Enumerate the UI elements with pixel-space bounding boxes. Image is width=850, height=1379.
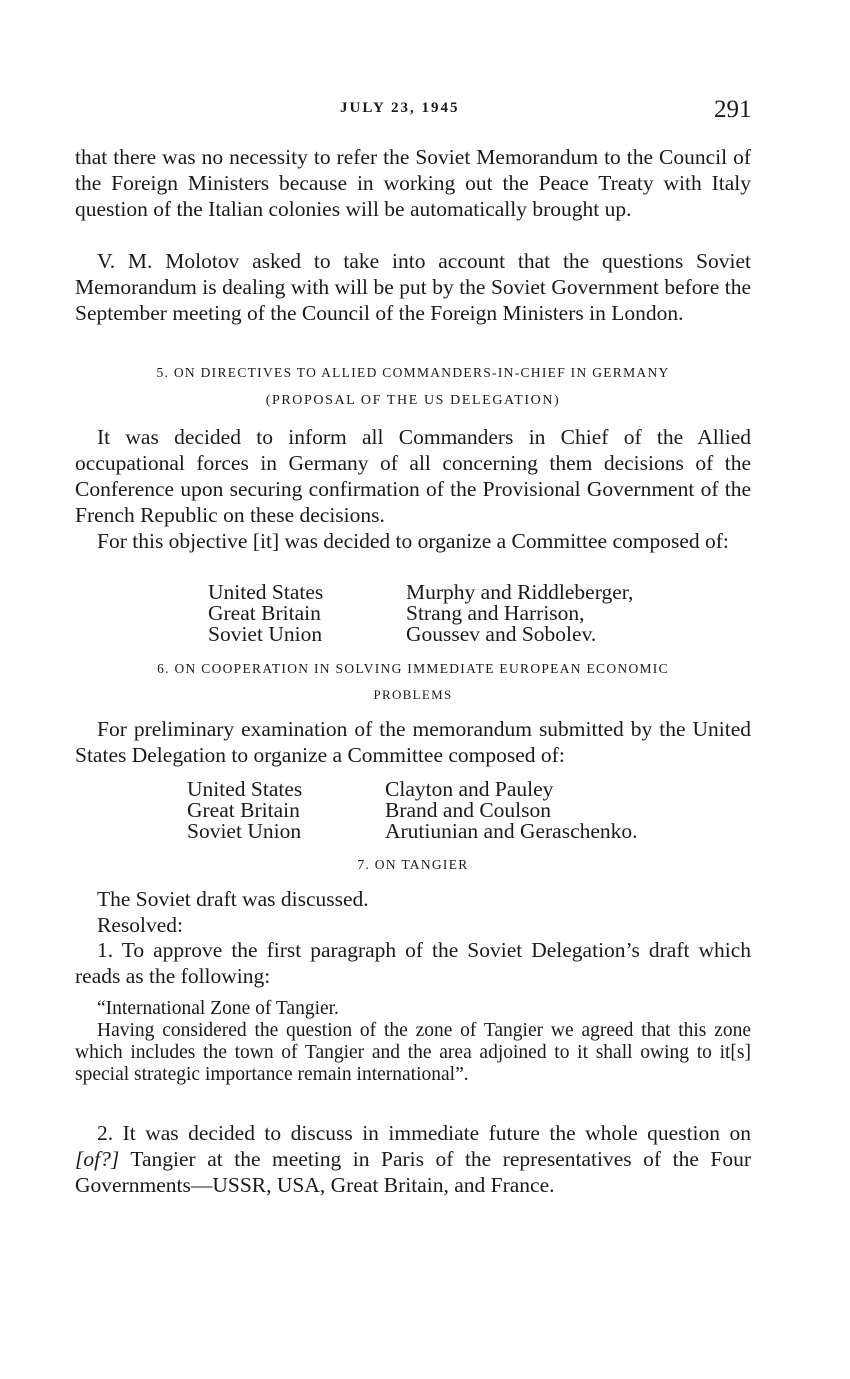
committee-members: Clayton and Pauley xyxy=(385,777,554,801)
table-row xyxy=(187,779,638,800)
section-5-paragraph-1: It was decided to inform all Commanders in Chief of the Allied occupational forces in Germany of all concerning them decisions of the Conference upon securing confirmation of the Provisional Government of the French Republic on these decisions. xyxy=(75,425,751,527)
section-5-subheading: (PROPOSAL OF THE US DELEGATION) xyxy=(265,393,561,408)
table-row xyxy=(208,603,633,624)
section-6-paragraph-1: For preliminary examination of the memorandum submitted by the United States Delegation to organize a Committee composed of: xyxy=(75,717,751,767)
paragraph-continuation: that there was no necessity to refer the Soviet Memorandum to the Council of the Foreign Ministers because in working out the Peace Treaty with Italy question of the Italian colonies will be automatically brought up. xyxy=(75,145,751,221)
section-6-committee-table xyxy=(187,779,638,842)
table-row xyxy=(187,800,638,821)
section-7-paragraph-2: Resolved: xyxy=(97,913,183,937)
committee-country: Soviet Union xyxy=(187,819,302,843)
quoted-title: “International Zone of Tangier. xyxy=(97,998,339,1019)
paragraph-text: Tangier at the meeting in Paris of the representatives of the Four Governments—USSR, USA, Great Britain, and France. xyxy=(75,1147,751,1197)
section-7-paragraph-1: The Soviet draft was discussed. xyxy=(97,887,369,911)
table-row xyxy=(187,821,638,842)
running-head xyxy=(0,96,850,126)
section-6-heading-line-2: PROBLEMS xyxy=(373,687,453,702)
committee-members: Murphy and Riddleberger, xyxy=(406,580,634,604)
section-5-committee-table xyxy=(208,582,633,645)
committee-members: Goussev and Sobolev. xyxy=(406,622,597,646)
quoted-paragraph: Having considered the question of the zone of Tangier we agreed that this zone which includes the town of Tangier and the area adjoined to it shall owing to it[s] special strategic importance remain international”. xyxy=(75,1020,751,1085)
committee-country: United States xyxy=(208,580,324,604)
page-number: 291 xyxy=(714,96,752,123)
committee-members: Strang and Harrison, xyxy=(406,601,585,625)
paragraph-text: 2. It was decided to discuss in immediate future the whole question on xyxy=(97,1121,751,1145)
section-5-heading: 5. ON DIRECTIVES TO ALLIED COMMANDERS-IN-CHIEF IN GERMANY xyxy=(156,365,670,380)
committee-country: United States xyxy=(187,777,303,801)
table-row xyxy=(208,582,633,603)
section-6-heading-line-1: 6. ON COOPERATION IN SOLVING IMMEDIATE EUROPEAN ECONOMIC xyxy=(157,661,669,676)
section-7-heading: 7. ON TANGIER xyxy=(357,857,469,872)
paragraph-molotov: V. M. Molotov asked to take into account that the questions Soviet Memorandum is dealing with will be put by the Soviet Government before the September meeting of the Council of the Foreign Ministers in London. xyxy=(75,249,751,325)
editorial-insertion: [of?] xyxy=(75,1147,120,1171)
committee-country: Great Britain xyxy=(208,601,321,625)
section-5-paragraph-2: For this objective [it] was decided to organize a Committee composed of: xyxy=(97,529,729,553)
committee-country: Great Britain xyxy=(187,798,300,822)
running-head-date: JULY 23, 1945 xyxy=(340,100,460,116)
committee-country: Soviet Union xyxy=(208,622,323,646)
section-7-paragraph-3: 1. To approve the first paragraph of the Soviet Delegation’s draft which reads as the following: xyxy=(75,938,751,988)
committee-members: Arutiunian and Geraschenko. xyxy=(385,819,638,843)
section-7-paragraph-4 xyxy=(75,1120,751,1198)
committee-members: Brand and Coulson xyxy=(385,798,552,822)
table-row xyxy=(208,624,633,645)
